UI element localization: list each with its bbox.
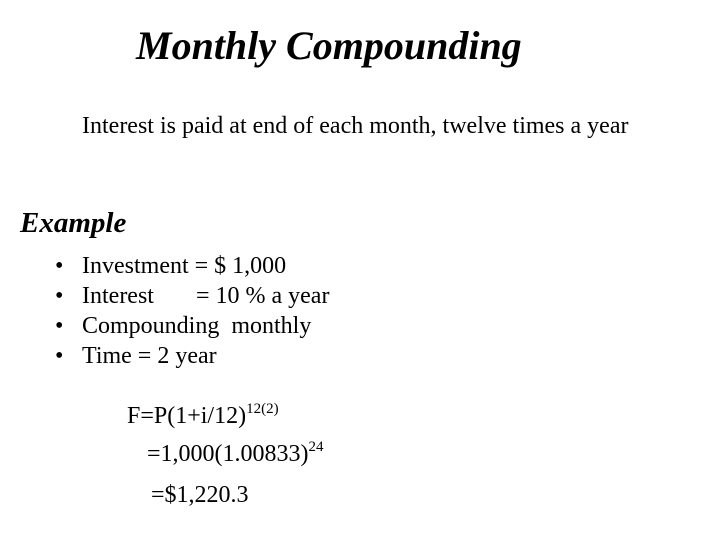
example-bullet-list — [55, 251, 329, 371]
formula-base: F=P(1+i/12) — [127, 403, 247, 429]
formula-line-1 — [127, 401, 279, 431]
bullet-text: Compounding monthly — [82, 313, 312, 339]
formula-exponent: 12(2) — [246, 401, 279, 417]
bullet-text: Investment = $ 1,000 — [82, 253, 287, 279]
bullet-marker: • — [55, 313, 64, 339]
formula-base: =1,000(1.00833) — [147, 441, 309, 467]
slide-title: Monthly Compounding — [136, 23, 522, 68]
bullet-marker: • — [55, 253, 64, 279]
intro-text: Interest is paid at end of each month, twelve times a year — [82, 113, 629, 139]
formula-result: =$1,220.3 — [151, 482, 249, 508]
bullet-marker: • — [55, 343, 64, 369]
bullet-text: Interest = 10 % a year — [82, 283, 330, 309]
bullet-item-time — [55, 341, 329, 371]
formula-line-3 — [151, 480, 249, 510]
bullet-item-investment — [55, 251, 329, 281]
bullet-text: Time = 2 year — [82, 343, 217, 369]
bullet-item-interest — [55, 281, 329, 311]
bullet-marker: • — [55, 283, 64, 309]
formula-exponent: 24 — [308, 439, 324, 455]
bullet-item-compounding — [55, 311, 329, 341]
formula-line-2 — [147, 439, 324, 469]
example-heading: Example — [20, 207, 127, 239]
